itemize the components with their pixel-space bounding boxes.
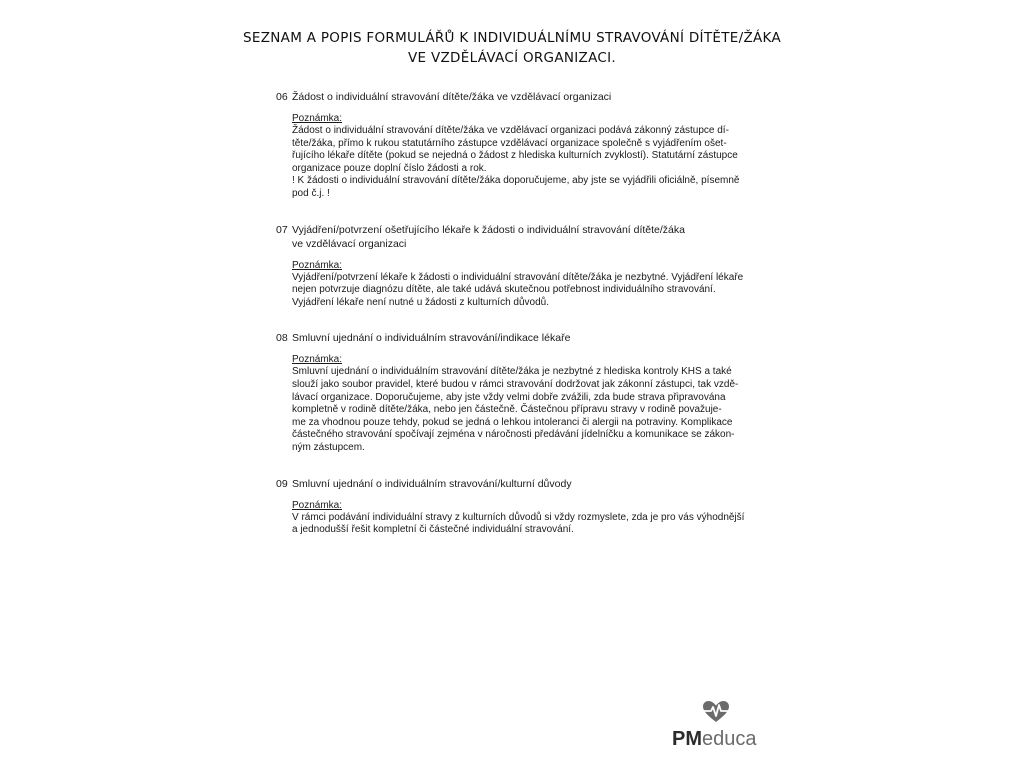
logo-text-educa: educa bbox=[702, 728, 757, 750]
section-heading: Smluvní ujednání o individuálním stravování/kulturní důvody bbox=[292, 477, 572, 490]
title-line-2: VE VZDĚLÁVACÍ ORGANIZACI. bbox=[408, 50, 616, 66]
note-line: organizace pouze doplní číslo žádosti a rok. bbox=[292, 162, 487, 174]
logo-text-pm: PM bbox=[672, 728, 702, 750]
note-label: Poznámka: bbox=[292, 259, 343, 271]
note-line: ným zástupcem. bbox=[292, 441, 365, 453]
section-06 bbox=[276, 90, 768, 201]
note-line: kompletně v rodině dítěte/žáka, nebo jen částečně. Částečnou přípravu stravy v rodině považuje- bbox=[292, 404, 722, 416]
note-label: Poznámka: bbox=[292, 354, 343, 366]
note-line: Vyjádření/potvrzení lékaře k žádosti o individuální stravování dítěte/žáka je nezbytné. Vyjádření lékaře bbox=[292, 271, 744, 283]
form-list bbox=[276, 90, 768, 537]
note-line: me za vhodnou pouze tehdy, pokud se jedná o lehkou intoleranci či alergii na potraviny. Komplikace bbox=[292, 416, 733, 428]
note-line: slouží jako soubor pravidel, které budou v rámci stravování dodržovat jak zákonní zástupci, tak vzdě- bbox=[292, 378, 739, 390]
note-line: částečného stravování spočívají zejména v náročnosti předávání jídelníčku a komunikace se zákon- bbox=[292, 429, 735, 441]
logo-text bbox=[672, 728, 757, 750]
section-note bbox=[292, 112, 768, 201]
section-09 bbox=[276, 477, 768, 537]
note-line: řujícího lékaře dítěte (pokud se nejedná o žádost z hlediska kulturních zvyklostí). Statutární zástupce bbox=[292, 150, 738, 162]
note-line: Smluvní ujednání o individuálním stravování dítěte/žáka je nezbytné z hlediska kontroly KHS a také bbox=[292, 366, 732, 378]
section-number: 07 bbox=[276, 223, 288, 236]
document-title bbox=[200, 28, 824, 68]
title-line-1: SEZNAM A POPIS FORMULÁŘŮ K INDIVIDUÁLNÍMU STRAVOVÁNÍ DÍTĚTE/ŽÁKA bbox=[243, 30, 781, 46]
note-label: Poznámka: bbox=[292, 499, 343, 511]
note-line: Vyjádření lékaře není nutné u žádosti z kulturních důvodů. bbox=[292, 296, 550, 308]
note-line: pod č.j. ! bbox=[292, 187, 330, 199]
note-line: V rámci podávání individuální stravy z kulturních důvodů si vždy rozmyslete, zda je pro vás výhodnější bbox=[292, 511, 745, 523]
section-heading-cont: ve vzdělávací organizaci bbox=[292, 237, 407, 250]
section-08 bbox=[276, 331, 768, 454]
section-note bbox=[292, 259, 768, 310]
section-number: 09 bbox=[276, 477, 288, 490]
section-07 bbox=[276, 223, 768, 310]
section-note bbox=[292, 353, 768, 454]
note-line: lávací organizace. Doporučujeme, aby jste vždy velmi dobře zvážili, zda bude strava připravována bbox=[292, 391, 726, 403]
note-line: a jednodušší řešit kompletní či částečné individuální stravování. bbox=[292, 524, 574, 536]
pmeduca-logo bbox=[672, 700, 758, 754]
section-heading: Vyjádření/potvrzení ošetřujícího lékaře k žádosti o individuální stravování dítěte/žáka bbox=[292, 223, 685, 236]
note-line: Žádost o individuální stravování dítěte/žáka ve vzdělávací organizaci podává zákonný zástupce dí- bbox=[292, 125, 729, 136]
heart-pulse-icon bbox=[702, 700, 730, 724]
section-heading: Žádost o individuální stravování dítěte/žáka ve vzdělávací organizaci bbox=[292, 91, 612, 103]
section-number: 06 bbox=[276, 91, 288, 103]
section-heading: Smluvní ujednání o individuálním stravování/indikace lékaře bbox=[292, 332, 571, 345]
note-line: ! K žádosti o individuální stravování dítěte/žáka doporučujeme, aby jste se vyjádřili oficiálně, písemně bbox=[292, 175, 740, 187]
section-number: 08 bbox=[276, 332, 288, 345]
note-line: nejen potvrzuje diagnózu dítěte, ale také udává skutečnou potřebnost individuálního stravování. bbox=[292, 284, 716, 296]
note-label: Poznámka: bbox=[292, 113, 343, 124]
note-line: těte/žáka, přímo k rukou statutárního zástupce vzdělávací organizace společně s vyjádřením ošet- bbox=[292, 137, 727, 149]
section-note bbox=[292, 499, 768, 537]
